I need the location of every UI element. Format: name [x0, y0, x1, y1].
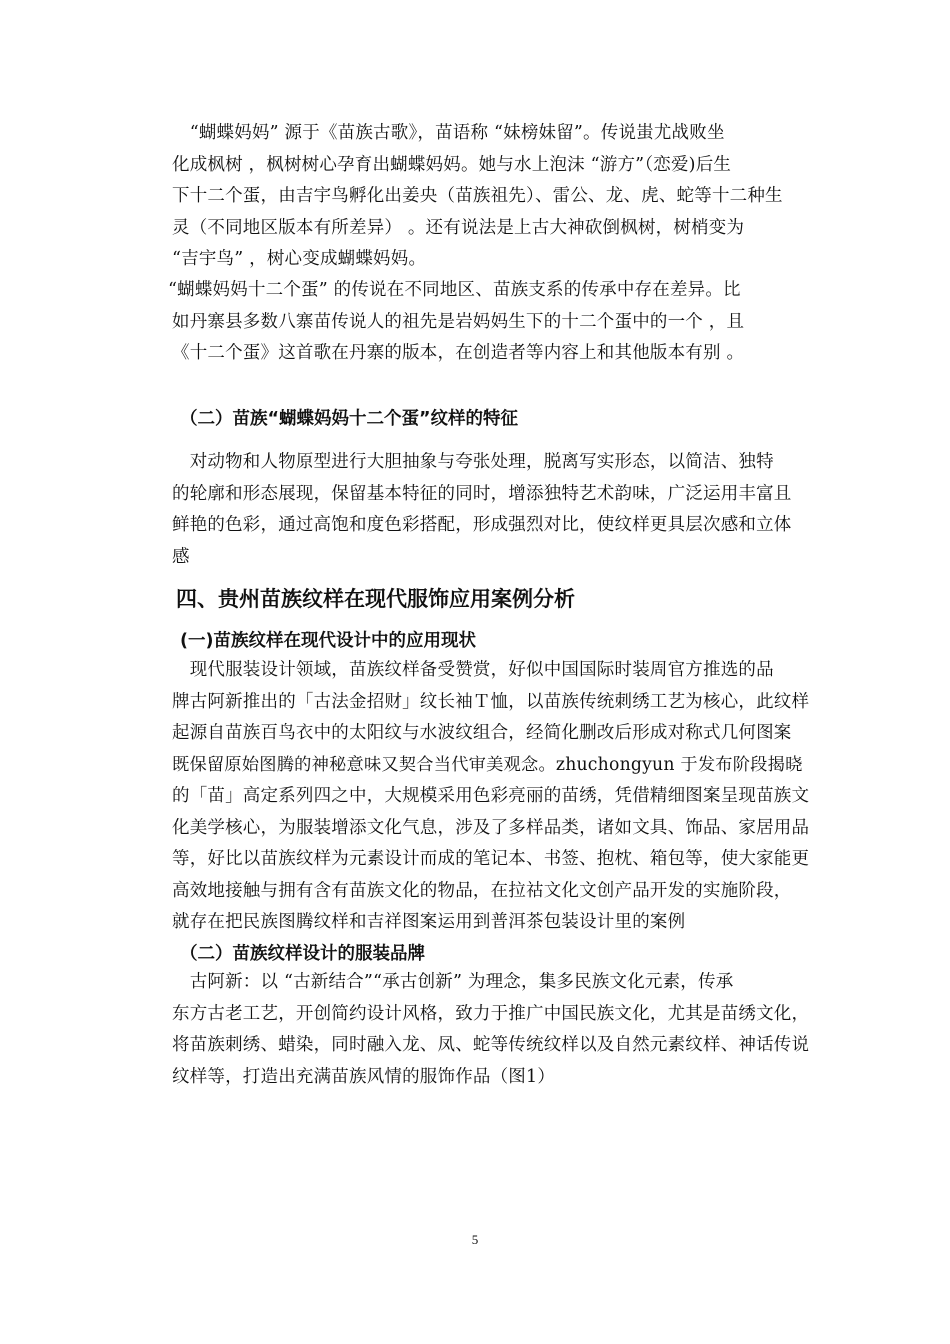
text-line: 等，好比以苗族纹样为元素设计而成的笔记本、书签、抱枕、箱包等，使大家能更	[172, 849, 810, 869]
text-line: 起源自苗族百鸟衣中的太阳纹与水波纹组合，经简化删改后形成对称式几何图案	[172, 723, 792, 743]
text-line: 古阿新：以 “古新结合”“承古创新” 为理念，集多民族文化元素，传承	[172, 972, 734, 992]
text-line: 《十二个蛋》这首歌在丹寨的版本，在创造者等内容上和其他版本有别 。	[172, 343, 745, 363]
text-line: 的「苗」高定系列四之中，大规模采用色彩亮丽的苗绣，凭借精细图案呈现苗族文	[172, 786, 810, 806]
text-line: 高效地接触与拥有含有苗族文化的物品，在拉祜文化文创产品开发的实施阶段，	[172, 880, 792, 901]
text-line: 纹样等，打造出充满苗族风情的服饰作品（图1）	[172, 1066, 556, 1087]
text-line: 既保留原始图腾的神秘意味又契合当代审美观念。zhuchongyun 于发布阶段揭晓	[172, 754, 803, 775]
chapter-heading-section-four: 四、贵州苗族纹样在现代服饰应用案例分析	[176, 587, 575, 611]
text-line: “蝴蝶妈妈” 源于《苗族古歌》，苗语称 “妹榜妹留”。传说蚩尤战败坐	[172, 123, 725, 143]
section-heading-application-status: (一)苗族纹样在现代设计中的应用现状	[180, 631, 476, 651]
text-line: 就存在把民族图腾纹样和吉祥图案运用到普洱茶包装设计里的案例	[172, 912, 686, 932]
text-line: 牌古阿新推出的「古法金招财」纹长袖Ｔ恤，以苗族传统刺绣工艺为核心，此纹样	[172, 691, 810, 712]
paragraph-guaxin-brand	[172, 967, 810, 1093]
text-line: “吉宇鸟” ，树心变成蝴蝶妈妈。	[172, 249, 427, 269]
text-line: 如丹寨县多数八寨苗传说人的祖先是岩妈妈生下的十二个蛋中的一个 ，且	[172, 311, 745, 332]
page-number: 5	[471, 1232, 479, 1247]
text-line: “蝴蝶妈妈十二个蛋” 的传说在不同地区、苗族支系的传承中存在差异。比	[168, 280, 741, 300]
paragraph-butterfly-mother-legend	[172, 118, 804, 276]
text-line: 鲜艳的色彩，通过高饱和度色彩搭配，形成强烈对比，使纹样更具层次感和立体	[172, 515, 792, 535]
text-line: 的轮廓和形态展现，保留基本特征的同时，增添独特艺术韵味，广泛运用丰富且	[172, 483, 792, 504]
paragraph-twelve-eggs-variation	[168, 275, 804, 370]
text-line: 化成枫树 ，枫树树心孕育出蝴蝶妈妈。她与水上泡沫 “游方”（恋爱)后生	[172, 154, 732, 175]
section-heading-clothing-brands: （二）苗族纹样设计的服装品牌	[180, 944, 425, 964]
section-heading-pattern-features: （二）苗族“蝴蝶妈妈十二个蛋”纹样的特征	[180, 409, 519, 429]
paragraph-application-status	[172, 655, 810, 939]
text-line: 东方古老工艺，开创简约设计风格，致力于推广中国民族文化，尤其是苗绣文化，	[172, 1003, 810, 1024]
paragraph-pattern-features	[172, 447, 804, 573]
text-line: 化美学核心，为服装增添文化气息，涉及了多样品类，诸如文具、饰品、家居用品	[172, 817, 810, 838]
text-line: 下十二个蛋，由吉宇鸟孵化出姜央（苗族祖先）、雷公、龙、虎、蛇等十二种生	[172, 186, 783, 206]
text-line: 将苗族刺绣、蜡染，同时融入龙、凤、蛇等传统纹样以及自然元素纹样、神话传说	[172, 1035, 810, 1055]
text-line: 对动物和人物原型进行大胆抽象与夸张处理，脱离写实形态，以简洁、独特	[172, 452, 774, 472]
text-line: 感	[172, 546, 190, 567]
text-line: 灵（不同地区版本有所差异） 。还有说法是上古大神砍倒枫树，树梢变为	[172, 217, 745, 238]
text-line: 现代服装设计领域，苗族纹样备受赞赏，好似中国国际时装周官方推选的品	[172, 660, 774, 680]
